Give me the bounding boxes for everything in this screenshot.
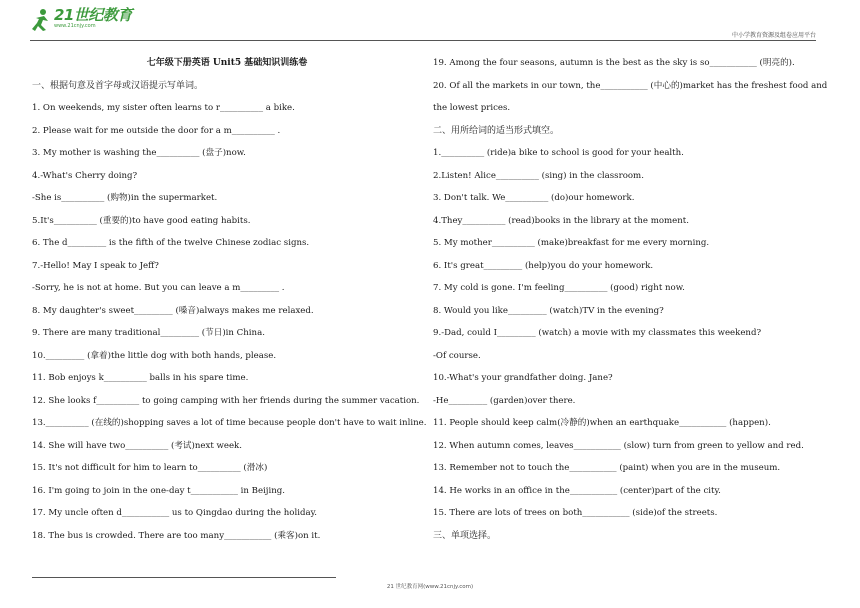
question-line: the lowest prices. [433,103,511,113]
question-line: 12. When autumn comes, leaves___________ (slow) turn from green to yellow and red. [433,440,804,451]
section-heading-1: 一、根据句意及首字母或汉语提示写单词。 [32,80,204,91]
question-line: 9. There are many traditional_________ (节日)in China. [32,328,265,338]
question-line: 14. He works in an office in the___________ (center)part of the city. [433,485,721,496]
question-line: 10.-What's your grandfather doing. Jane? [433,373,613,383]
question-line: 18. The bus is crowded. There are too many___________ (乘客)on it. [32,530,321,541]
question-line: 4.-What's Cherry doing? [32,170,138,181]
question-line: 6. It's great_________ (help)you do your homework. [433,260,654,271]
question-line: 2.Listen! Alice__________ (sing) in the classroom. [433,170,644,181]
question-line: -He_________ (garden)over there. [433,395,576,406]
runner-logo-icon [30,8,52,34]
right-column [433,52,833,547]
footer-divider [32,577,336,578]
question-line: 16. I'm going to join in the one-day t___________ in Beijing. [32,485,285,496]
question-line: 7.-Hello! May I speak to Jeff? [32,260,159,271]
question-line: 11. Bob enjoys k__________ balls in his spare time. [32,373,249,383]
question-line: 5. My mother__________ (make)breakfast for me every morning. [433,238,710,248]
question-line: 1.__________ (ride)a bike to school is good for your health. [433,148,684,158]
question-line: -Of course. [433,350,481,361]
question-line: 11. People should keep calm(冷静的)when an earthquake___________ (happen). [433,418,771,428]
left-column [32,52,427,547]
logo [30,8,132,34]
question-line: 17. My uncle often d___________ us to Qingdao during the holiday. [32,508,318,518]
question-line: 7. My cold is gone. I'm feeling__________ (good) right now. [433,283,685,293]
question-line: 6. The d_________ is the fifth of the twelve Chinese zodiac signs. [32,238,310,248]
question-line: 1. On weekends, my sister often learns to r__________ a bike. [32,103,295,113]
question-line: 3. Don't talk. We__________ (do)our homework. [433,193,635,203]
page-header [0,0,860,44]
question-line: -She is__________ (购物)in the supermarket. [32,193,218,203]
question-line: 10._________ (拿着)the little dog with both hands, please. [32,350,277,361]
question-line: 12. She looks f__________ to going camping with her friends during the summer vacation. [32,395,420,406]
platform-name: 中小学教育资源及组卷应用平台 [731,32,816,39]
question-line: 5.It's__________ (重要的)to have good eating habits. [32,215,251,226]
logo-url: www.21cnjy.com [54,23,96,29]
footer-source: 21 世纪教育网(www.21cnjy.com) [386,584,474,590]
question-line: 3. My mother is washing the__________ (盘子)now. [32,148,246,158]
section-heading-2: 二、用所给词的适当形式填空。 [433,125,560,136]
question-line: 9.-Dad, could I_________ (watch) a movie with my classmates this weekend? [433,328,762,338]
question-line: 4.They__________ (read)books in the library at the moment. [433,215,689,226]
question-line: 19. Among the four seasons, autumn is the best as the sky is so___________ (明亮的). [433,58,795,68]
logo-title: 21世纪教育 [54,6,132,24]
question-line: 13.__________ (在线的)shopping saves a lot of time because people don't have to wait inline. [32,418,427,428]
question-line: 14. She will have two__________ (考试)next week. [32,440,242,451]
question-line: 8. My daughter's sweet_________ (嗓音)always makes me relaxed. [32,305,314,316]
question-line: 8. Would you like_________ (watch)TV in the evening? [433,305,664,316]
question-line: 15. It's not difficult for him to learn to__________ (滑冰) [32,463,268,473]
question-line: 13. Remember not to touch the___________ (paint) when you are in the museum. [433,463,781,473]
header-divider [30,40,816,41]
question-line: -Sorry, he is not at home. But you can leave a m_________ . [32,283,285,293]
section-heading-3: 三、单项选择。 [433,530,497,541]
question-line: 2. Please wait for me outside the door for a m__________ . [32,125,281,136]
question-line: 15. There are lots of trees on both___________ (side)of the streets. [433,508,718,518]
question-line: 20. Of all the markets in our town, the___________ (中心的)market has the freshest food and [433,80,828,91]
page-title: 七年级下册英语 Unit5 基础知识训练卷 [146,58,308,68]
